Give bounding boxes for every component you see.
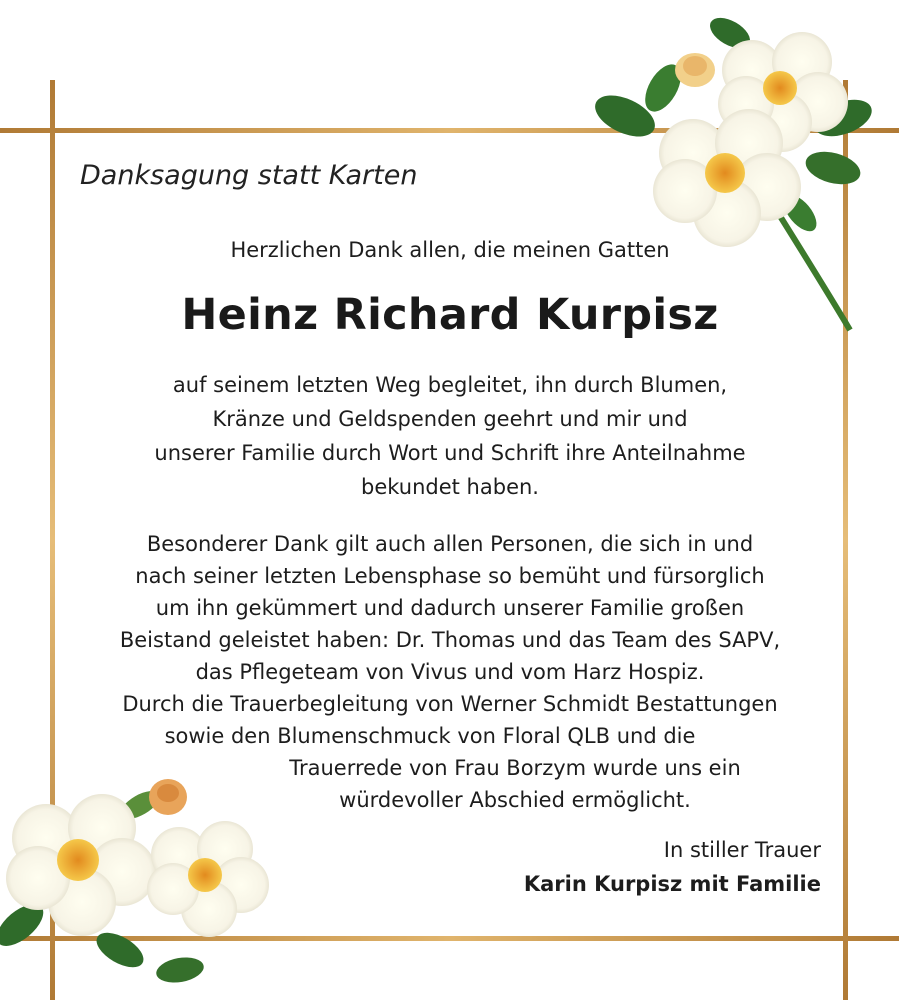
paragraph-1-line: unserer Familie durch Wort und Schrift ihre Anteilnahme	[154, 441, 746, 465]
paragraph-2-line: Beistand geleistet haben: Dr. Thomas und das Team des SAPV,	[119, 628, 781, 652]
paragraph-1-line: Kränze und Geldspenden geehrt und mir und	[212, 407, 688, 431]
deceased-name: Heinz Richard Kurpisz	[181, 290, 719, 340]
paragraph-2-line: würdevoller Abschied ermöglicht.	[339, 788, 691, 812]
signature-line-2: Karin Kurpisz mit Familie	[523, 872, 821, 896]
heading: Danksagung statt Karten	[80, 160, 418, 191]
paragraph-2-line: Trauerrede von Frau Borzym wurde uns ein	[289, 756, 741, 780]
paragraph-2-line: Durch die Trauerbegleitung von Werner Schmidt Bestattungen	[122, 692, 778, 716]
paragraph-1-line: auf seinem letzten Weg begleitet, ihn durch Blumen,	[172, 373, 728, 397]
rose-bouquet-top-right-icon	[585, 8, 885, 338]
intro-text: Herzlichen Dank allen, die meinen Gatten	[230, 238, 670, 262]
paragraph-2	[70, 528, 830, 816]
paragraph-1	[70, 368, 830, 504]
paragraph-2-line: sowie den Blumenschmuck von Floral QLB und die	[164, 724, 696, 748]
paragraph-2-line: nach seiner letzten Lebensphase so bemüht und fürsorglich	[135, 564, 765, 588]
signature-line-1: In stiller Trauer	[663, 838, 821, 862]
paragraph-1-line: bekundet haben.	[361, 475, 539, 499]
paragraph-2-line: das Pflegeteam von Vivus und vom Harz Hospiz.	[195, 660, 705, 684]
paragraph-2-line: Besonderer Dank gilt auch allen Personen, die sich in und	[146, 532, 754, 556]
paragraph-2-line: um ihn gekümmert und dadurch unserer Familie großen	[155, 596, 745, 620]
